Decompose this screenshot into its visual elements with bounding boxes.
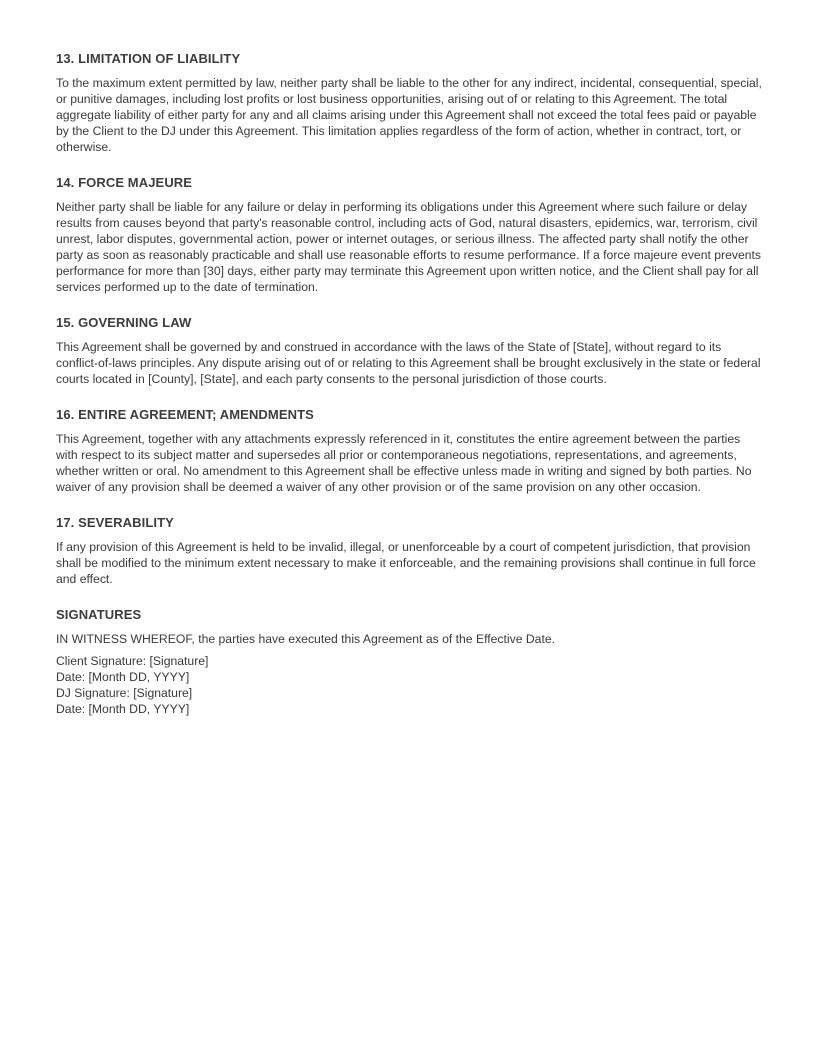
- section-body: This Agreement, together with any attachments expressly referenced in it, constitutes the entire agreement between the parties with respect to its subject matter and supersedes all prior or contemporaneous negotiations, representations, and agreements, whether written or oral. No amendment to this Agreement shall be effective unless made in writing and signed by both parties. No waiver of any provision shall be deemed a waiver of any other provision or of the same provision on any other occasion.: [56, 432, 752, 494]
- section-governing-law: [56, 315, 764, 387]
- section-body: To the maximum extent permitted by law, neither party shall be liable to the other for any indirect, incidental, consequential, special, or punitive damages, including lost profits or lost business opportunities, arising out of or relating to this Agreement. The total aggregate liability of either party for any and all claims arising under this Agreement shall not exceed the total fees paid or payable by the Client to the DJ under this Agreement. This limitation applies regardless of the form of action, whether in contract, tort, or otherwise.: [56, 76, 762, 154]
- section-heading: 16. ENTIRE AGREEMENT; AMENDMENTS: [56, 407, 314, 422]
- section-heading: 15. GOVERNING LAW: [56, 315, 192, 330]
- section-heading: 17. SEVERABILITY: [56, 515, 174, 530]
- document-page: [56, 51, 764, 717]
- client-signature-line: Client Signature: [Signature]: [56, 654, 209, 668]
- section-force-majeure: [56, 175, 764, 295]
- section-body: This Agreement shall be governed by and construed in accordance with the laws of the State of [State], without regard to its conflict-of-laws principles. Any dispute arising out of or relating to this Agreement shall be brought exclusively in the state or federal courts located in [County], [State], and each party consents to the personal jurisdiction of those courts.: [56, 340, 761, 386]
- section-body: Neither party shall be liable for any failure or delay in performing its obligations under this Agreement where such failure or delay results from causes beyond that party's reasonable control, including acts of God, natural disasters, epidemics, war, terrorism, civil unrest, labor disputes, governmental action, power or internet outages, or serious illness. The affected party shall notify the other party as soon as reasonably practicable and shall use reasonable efforts to resume performance. If a force majeure event prevents performance for more than [30] days, either party may terminate this Agreement upon written notice, and the Client shall pay for all services performed up to the date of termination.: [56, 200, 762, 294]
- section-body: If any provision of this Agreement is held to be invalid, illegal, or unenforceable by a court of competent jurisdiction, that provision shall be modified to the minimum extent necessary to make it enforceable, and the remaining provisions shall continue in full force and effect.: [56, 540, 756, 586]
- signatures-heading: SIGNATURES: [56, 607, 142, 622]
- dj-signature-line: DJ Signature: [Signature]: [56, 686, 193, 700]
- section-severability: [56, 515, 764, 587]
- witness-statement: IN WITNESS WHEREOF, the parties have executed this Agreement as of the Effective Date.: [56, 632, 556, 646]
- section-heading: 13. LIMITATION OF LIABILITY: [56, 51, 241, 66]
- section-heading: 14. FORCE MAJEURE: [56, 175, 193, 190]
- section-entire-agreement: [56, 407, 764, 495]
- section-signatures: [56, 607, 764, 717]
- dj-date-line: Date: [Month DD, YYYY]: [56, 702, 190, 716]
- section-limitation-of-liability: [56, 51, 764, 155]
- client-date-line: Date: [Month DD, YYYY]: [56, 670, 190, 684]
